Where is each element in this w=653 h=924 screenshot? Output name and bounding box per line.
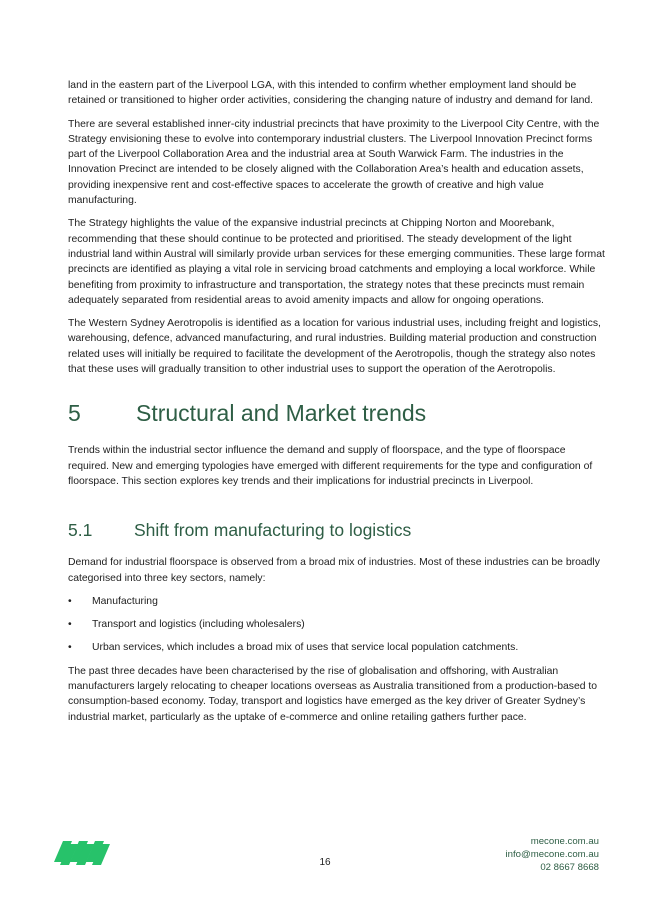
- footer-contact: [506, 835, 599, 874]
- subsection-number: 5.1: [68, 520, 93, 541]
- page-content: [68, 78, 608, 733]
- list-item: [68, 594, 608, 609]
- body-paragraph: land in the eastern part of the Liverpool LGA, with this intended to confirm whether employment land should be retained or transitioned to higher order activities, considering the changing nature of industry and demand for land.: [68, 80, 594, 107]
- list-item-text: Urban services, which includes a broad mix of uses that service local population catchments.: [92, 642, 519, 654]
- list-item: [68, 617, 608, 632]
- list-item: [68, 640, 608, 655]
- sector-list: [68, 594, 608, 656]
- body-paragraph: The Strategy highlights the value of the expansive industrial precincts at Chipping Norton and Moorebank, recommending that these should continue to be protected and prioritised. The steady development of the light industrial land within Austral will similarly provide urban services for these emerging communities. These large format precincts are identified as playing a vital role in servicing broad catchments and employing a local workforce. While benefiting from proximity to infrastructure and transportation, the strategy notes that these precincts must remain adequately separated from residential areas to avoid amenity impacts and allow for ongoing operations.: [68, 218, 605, 306]
- website-link[interactable]: mecone.com.au: [530, 836, 599, 847]
- bullet-icon: •: [68, 595, 72, 607]
- subsection-5-1-heading: [68, 519, 608, 541]
- subsection-intro-paragraph: Demand for industrial floorspace is observed from a broad mix of industries. Most of these industries can be broadly categorised into three key sectors, namely:: [68, 557, 600, 584]
- section-title: Structural and Market trends: [136, 400, 427, 427]
- section-5-heading: [68, 399, 608, 427]
- email-link[interactable]: info@mecone.com.au: [505, 849, 599, 860]
- list-item-text: Manufacturing: [92, 595, 158, 607]
- phone-number: 02 8667 8668: [540, 862, 599, 873]
- subsection-title: Shift from manufacturing to logistics: [134, 520, 412, 541]
- bullet-icon: •: [68, 642, 72, 654]
- bullet-icon: •: [68, 619, 72, 631]
- mecone-logo-icon: [54, 838, 110, 868]
- page-number: 16: [319, 857, 331, 868]
- section-intro-paragraph: Trends within the industrial sector influence the demand and supply of floorspace, and the type of floorspace required. New and emerging typologies have emerged with different requirements for the type and configuration of floorspace. This section explores key trends and their implications for industrial precincts in Liverpool.: [68, 445, 593, 487]
- list-item-text: Transport and logistics (including wholesalers): [92, 619, 305, 631]
- body-paragraph: The past three decades have been characterised by the rise of globalisation and offshoring, with Australian manufacturers largely relocating to cheaper locations overseas as Australia transitioned from a production-based to consumption-based economy. Today, transport and logistics have emerged as the key driver of Greater Sydney’s industrial market, particularly as the uptake of e-commerce and online retailing gathers further pace.: [68, 665, 598, 723]
- body-paragraph: The Western Sydney Aerotropolis is identified as a location for various industrial uses, including freight and logistics, warehousing, defence, advanced manufacturing, and rural industries. Building material production and construction related uses will initially be required to facilitate the development of the Aerotropolis, though the strategy also notes that these uses will gradually transition to other industrial uses to support the operation of the Aerotropolis.: [68, 318, 601, 376]
- body-paragraph: There are several established inner-city industrial precincts that have proximity to the Liverpool City Centre, with the Strategy envisioning these to evolve into contemporary industrial clusters. The Liverpool Innovation Precinct forms part of the Liverpool Collaboration Area and the industrial area at South Warwick Farm. The industries in the Innovation Precinct are intended to be closely aligned with the Collaboration Area’s health and education assets, providing inexpensive rent and cost-effective spaces to accelerate the growth of creative and high value manufacturing.: [68, 118, 600, 207]
- section-number: 5: [68, 400, 81, 427]
